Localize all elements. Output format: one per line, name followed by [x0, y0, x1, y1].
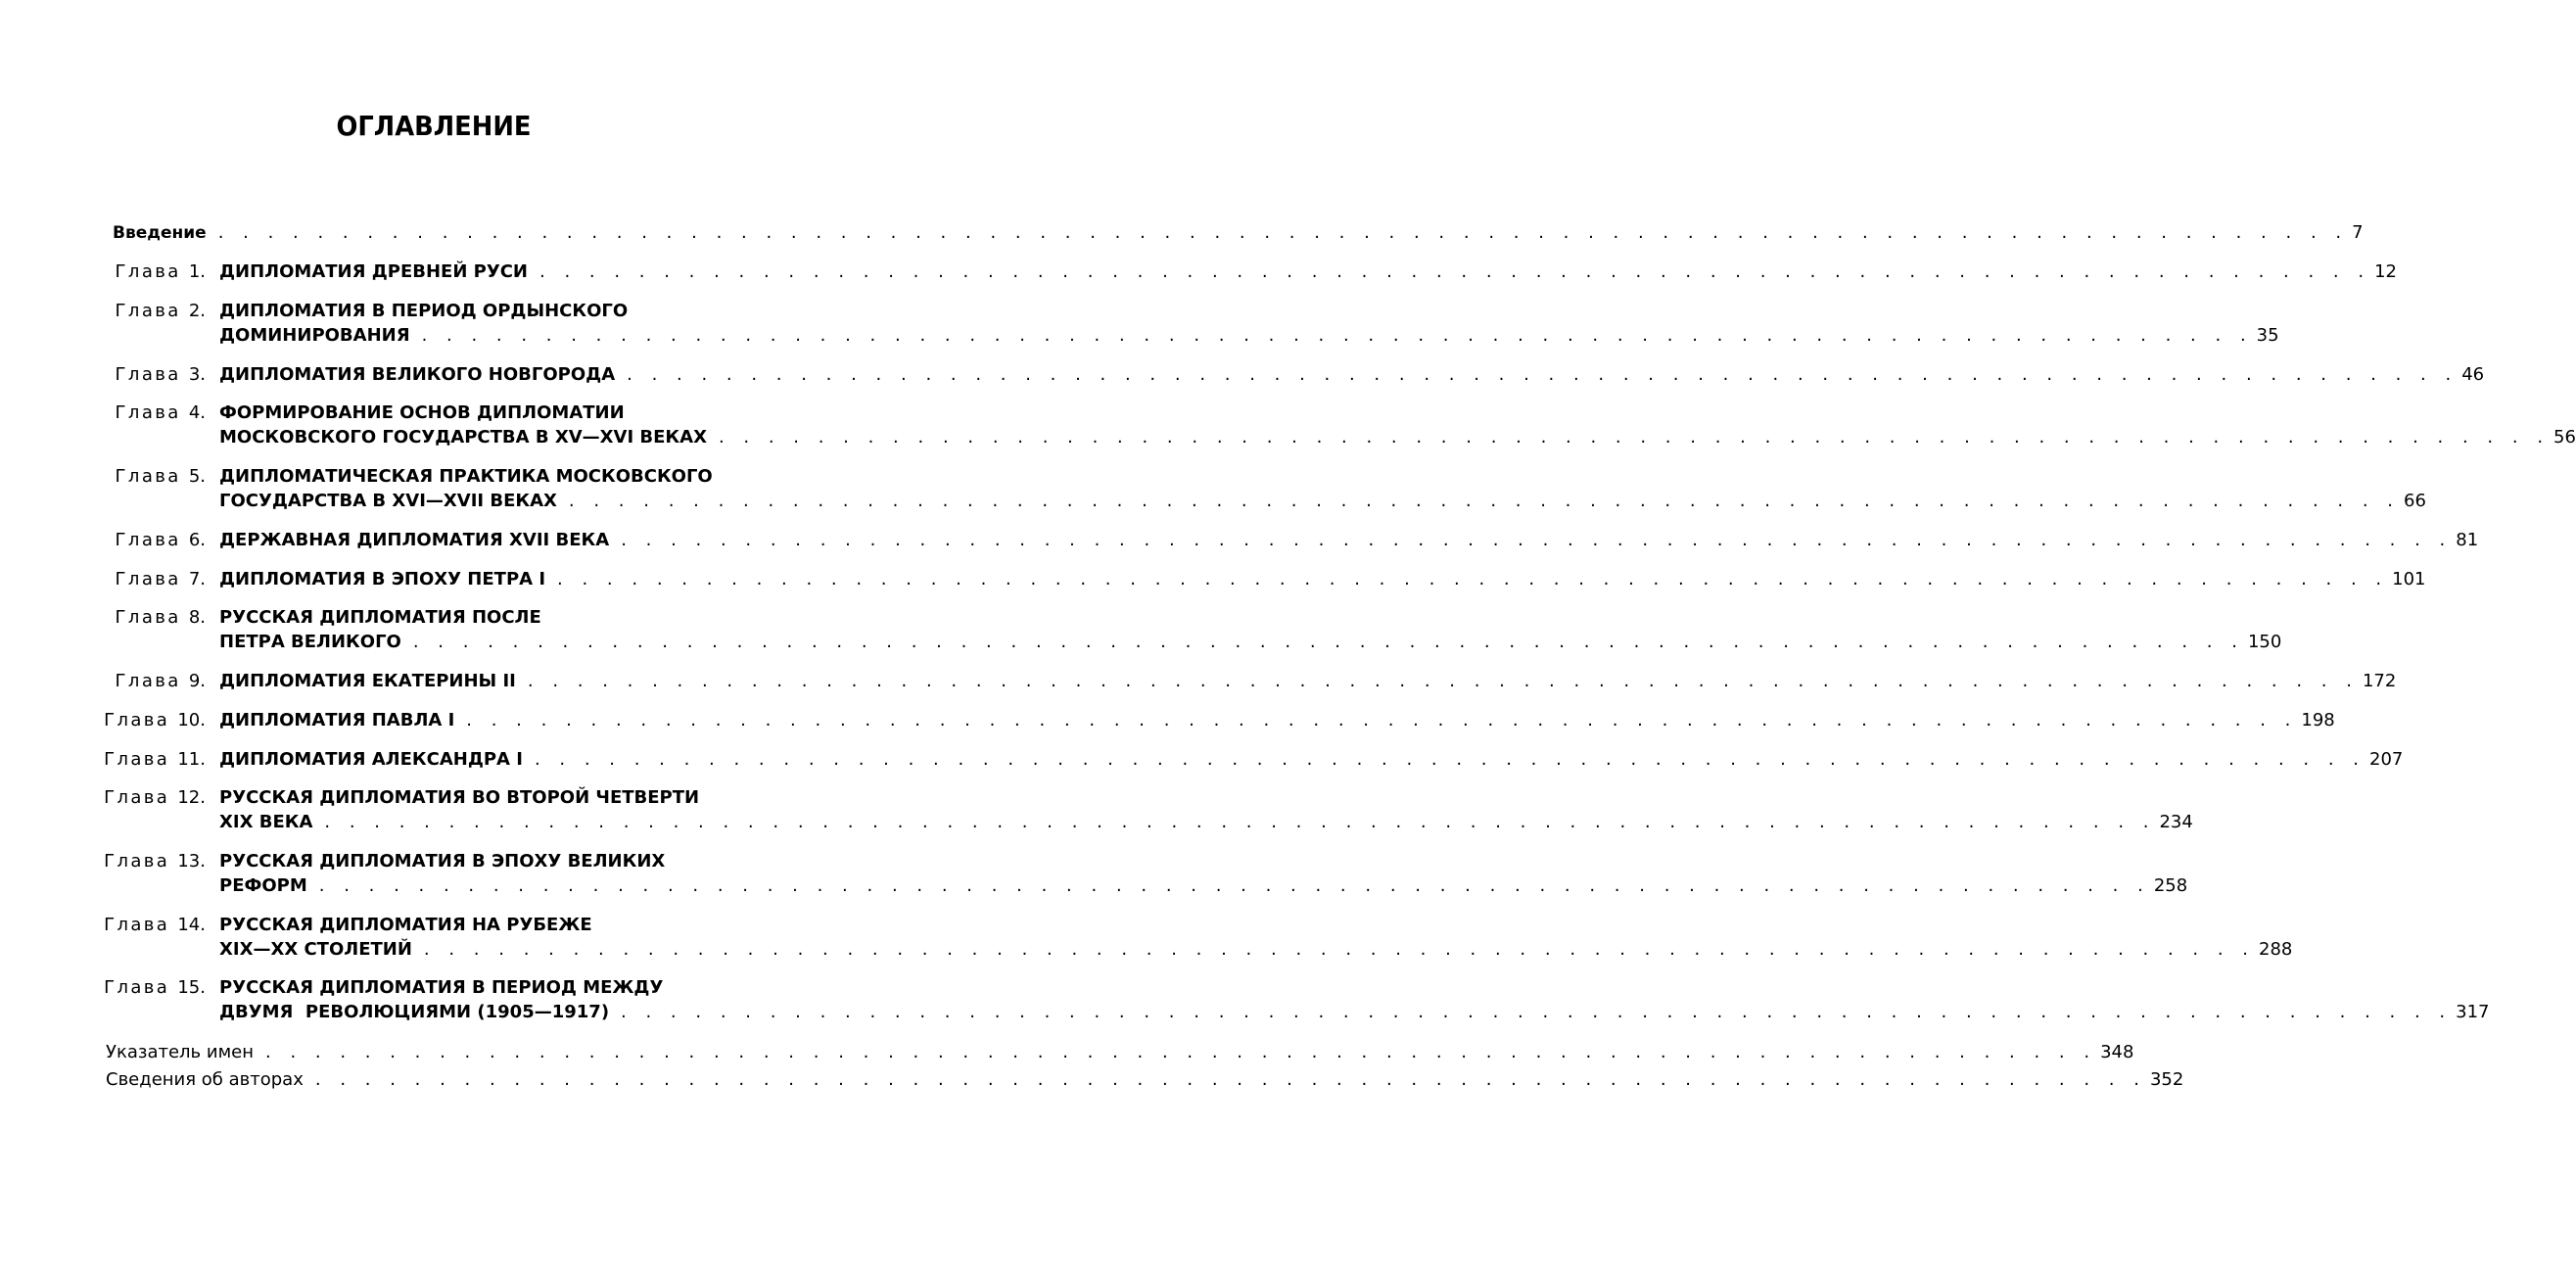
toc-entry-title-line-1[interactable]: РУССКАЯ ДИПЛОМАТИЯ ВО ВТОРОЙ ЧЕТВЕРТИ	[219, 787, 700, 808]
toc-entry-title: ДИПЛОМАТИЯ В ЭПОХУ ПЕТРА I	[219, 569, 546, 589]
toc-entry-title-line-1[interactable]: РУССКАЯ ДИПЛОМАТИЯ В ПЕРИОД МЕЖДУ	[219, 977, 664, 998]
toc-page-number: 317	[2456, 1002, 2490, 1022]
dot-leader: . . . . . . . . . . . . . . . . . . . . . . . . . . . . . . . . . . . . . . . . . . . . . . . . . . . . . . . . . . . . . . . . . . . . . . . . . .	[423, 939, 2256, 960]
chapter-label: Глава 14.	[104, 915, 206, 935]
toc-entry-title: ДИПЛОМАТИЯ ДРЕВНЕЙ РУСИ	[219, 261, 528, 282]
toc-page-number: 56	[2553, 427, 2576, 448]
toc-entry-title: ДЕРЖАВНАЯ ДИПЛОМАТИЯ XVII ВЕКА	[219, 530, 610, 550]
toc-entry-title-line-1[interactable]: РУССКАЯ ДИПЛОМАТИЯ ПОСЛЕ	[219, 607, 541, 628]
toc-entry-title-line-2: ГОСУДАРСТВА В XVI—XVII ВЕКАХ	[219, 491, 557, 511]
toc-entry-title-line-1[interactable]: РУССКАЯ ДИПЛОМАТИЯ В ЭПОХУ ВЕЛИКИХ	[219, 851, 666, 872]
dot-leader: . . . . . . . . . . . . . . . . . . . . . . . . . . . . . . . . . . . . . . . . . . . . . . . . . . . . . . . . . . . . . . . . . . . . . . . . . .	[539, 261, 2371, 282]
toc-entry-chapter-15[interactable]	[219, 1000, 2490, 1025]
toc-page-number: 66	[2404, 491, 2426, 511]
toc-page-number: 172	[2362, 671, 2397, 691]
toc-entry-title-line-2: XIX ВЕКА	[219, 812, 313, 832]
chapter-label: Глава 12.	[104, 787, 206, 808]
chapter-label: Глава 15.	[104, 977, 206, 998]
toc-page-number: 7	[2352, 222, 2364, 243]
page-title: ОГЛАВЛЕНИЕ	[336, 110, 532, 142]
dot-leader: . . . . . . . . . . . . . . . . . . . . . . . . . . . . . . . . . . . . . . . . . . . . . . . . . . . . . . . . . . . . . . . . . . . . . . . . . .	[412, 632, 2244, 652]
chapter-label: Глава 5.	[115, 466, 206, 487]
toc-entry-chapter-12[interactable]	[219, 810, 2193, 835]
toc-entry-chapter-8[interactable]	[219, 630, 2282, 655]
toc-page-number: 81	[2456, 530, 2479, 550]
dot-leader: . . . . . . . . . . . . . . . . . . . . . . . . . . . . . . . . . . . . . . . . . . . . . . . . . . . . . . . . . . . . . . . . . . . . . . . . . .	[324, 812, 2156, 832]
toc-page-number: 348	[2100, 1042, 2134, 1062]
dot-leader: . . . . . . . . . . . . . . . . . . . . . . . . . . . . . . . . . . . . . . . . . . . . . . . . . . . . . . . . . . . . . . . . . . . . . . . . . .	[466, 710, 2298, 731]
toc-entry-index[interactable]	[106, 1040, 2134, 1065]
toc-entry-authors[interactable]	[106, 1067, 2184, 1093]
dot-leader: . . . . . . . . . . . . . . . . . . . . . . . . . . . . . . . . . . . . . . . . . . . . . . . . . . . . . . . . . . . . . . . . . . . . . . . . . .	[265, 1042, 2097, 1062]
toc-page-number: 46	[2461, 364, 2485, 385]
chapter-label: Глава 13.	[104, 851, 206, 872]
dot-leader: . . . . . . . . . . . . . . . . . . . . . . . . . . . . . . . . . . . . . . . . . . . . . . . . . . . . . . . . . . . . . . . . . . . . . . . . . .	[527, 671, 2359, 691]
toc-entry-title: ДИПЛОМАТИЯ ПАВЛА I	[219, 710, 455, 731]
toc-entry-chapter-11[interactable]	[219, 747, 2404, 773]
toc-page-number: 198	[2301, 710, 2335, 731]
toc-entry-chapter-5[interactable]	[219, 489, 2426, 514]
toc-entry-chapter-2[interactable]	[219, 323, 2279, 349]
toc-page-number: 35	[2256, 325, 2279, 346]
toc-entry-chapter-13[interactable]	[219, 873, 2188, 899]
toc-entry-title: Введение	[113, 223, 207, 243]
dot-leader: . . . . . . . . . . . . . . . . . . . . . . . . . . . . . . . . . . . . . . . . . . . . . . . . . . . . . . . . . . . . . . . . . . . . . . . . . .	[421, 325, 2253, 346]
toc-entry-title: ДИПЛОМАТИЯ ЕКАТЕРИНЫ II	[219, 671, 516, 691]
toc-entry-title: Сведения об авторах	[106, 1069, 304, 1090]
dot-leader: . . . . . . . . . . . . . . . . . . . . . . . . . . . . . . . . . . . . . . . . . . . . . . . . . . . . . . . . . . . . . . . . . . . . . . . . . .	[534, 749, 2366, 770]
toc-entry-title-line-1[interactable]: РУССКАЯ ДИПЛОМАТИЯ НА РУБЕЖЕ	[219, 915, 592, 935]
toc-page-number: 101	[2392, 569, 2426, 589]
toc-entry-chapter-6[interactable]	[219, 528, 2479, 553]
toc-entry-chapter-1[interactable]	[219, 259, 2397, 285]
toc-entry-title: ДИПЛОМАТИЯ АЛЕКСАНДРА I	[219, 749, 523, 770]
toc-entry-title-line-2: ДОМИНИРОВАНИЯ	[219, 325, 410, 346]
toc-entry-intro[interactable]	[113, 220, 2364, 246]
chapter-label: Глава 7.	[115, 569, 206, 589]
toc-entry-title-line-1[interactable]: ФОРМИРОВАНИЕ ОСНОВ ДИПЛОМАТИИ	[219, 402, 625, 423]
chapter-label: Глава 10.	[104, 710, 206, 731]
chapter-label: Глава 8.	[115, 607, 206, 628]
toc-page-number: 207	[2369, 749, 2404, 770]
toc-entry-title-line-2: ДВУМЯ РЕВОЛЮЦИЯМИ (1905—1917)	[219, 1002, 610, 1022]
dot-leader: . . . . . . . . . . . . . . . . . . . . . . . . . . . . . . . . . . . . . . . . . . . . . . . . . . . . . . . . . . . . . . . . . . . . . . . . . .	[568, 491, 2401, 511]
chapter-label: Глава 2.	[115, 301, 206, 321]
dot-leader: . . . . . . . . . . . . . . . . . . . . . . . . . . . . . . . . . . . . . . . . . . . . . . . . . . . . . . . . . . . . . . . . . . . . . . . . . .	[621, 1002, 2453, 1022]
toc-entry-title: Указатель имен	[106, 1042, 254, 1062]
toc-page-number: 150	[2247, 632, 2282, 652]
toc-page-number: 258	[2153, 875, 2188, 896]
toc-entry-chapter-4[interactable]	[219, 425, 2576, 450]
toc-page-number: 234	[2159, 812, 2193, 832]
toc-page-number: 288	[2259, 939, 2293, 960]
dot-leader: . . . . . . . . . . . . . . . . . . . . . . . . . . . . . . . . . . . . . . . . . . . . . . . . . . . . . . . . . . . . . . . . . . . . . . . . . .	[718, 427, 2551, 448]
toc-page-number: 12	[2374, 261, 2397, 282]
toc-entry-title-line-2: РЕФОРМ	[219, 875, 307, 896]
toc-entry-chapter-14[interactable]	[219, 937, 2293, 963]
chapter-label: Глава 3.	[115, 364, 206, 385]
dot-leader: . . . . . . . . . . . . . . . . . . . . . . . . . . . . . . . . . . . . . . . . . . . . . . . . . . . . . . . . . . . . . . . . . . . . . . . . . . . . . . . . . . . . . .	[217, 222, 2349, 243]
chapter-label: Глава 4.	[115, 402, 206, 423]
toc-entry-chapter-10[interactable]	[219, 708, 2335, 733]
toc-entry-title-line-2: ПЕТРА ВЕЛИКОГО	[219, 632, 401, 652]
chapter-label: Глава 9.	[115, 671, 206, 691]
dot-leader: . . . . . . . . . . . . . . . . . . . . . . . . . . . . . . . . . . . . . . . . . . . . . . . . . . . . . . . . . . . . . . . . . . . . . . . . . .	[621, 530, 2453, 550]
toc-entry-chapter-9[interactable]	[219, 669, 2397, 694]
chapter-label: Глава 1.	[115, 261, 206, 282]
toc-entry-title-line-2: XIX—XX СТОЛЕТИЙ	[219, 939, 412, 960]
toc-page-number: 352	[2149, 1069, 2184, 1090]
toc-entry-chapter-3[interactable]	[219, 362, 2485, 388]
dot-leader: . . . . . . . . . . . . . . . . . . . . . . . . . . . . . . . . . . . . . . . . . . . . . . . . . . . . . . . . . . . . . . . . . . . . . . . . . .	[557, 569, 2389, 589]
dot-leader: . . . . . . . . . . . . . . . . . . . . . . . . . . . . . . . . . . . . . . . . . . . . . . . . . . . . . . . . . . . . . . . . . . . . . . . . . .	[318, 875, 2150, 896]
dot-leader: . . . . . . . . . . . . . . . . . . . . . . . . . . . . . . . . . . . . . . . . . . . . . . . . . . . . . . . . . . . . . . . . . . . . . . . . . .	[627, 364, 2459, 385]
toc-entry-title-line-2: МОСКОВСКОГО ГОСУДАРСТВА В XV—XVI ВЕКАХ	[219, 427, 707, 448]
chapter-label: Глава 11.	[104, 749, 206, 770]
toc-entry-title: ДИПЛОМАТИЯ ВЕЛИКОГО НОВГОРОДА	[219, 364, 616, 385]
chapter-label: Глава 6.	[115, 530, 206, 550]
dot-leader: . . . . . . . . . . . . . . . . . . . . . . . . . . . . . . . . . . . . . . . . . . . . . . . . . . . . . . . . . . . . . . . . . . . . . . . . . .	[314, 1069, 2146, 1090]
toc-entry-title-line-1[interactable]: ДИПЛОМАТИЯ В ПЕРИОД ОРДЫНСКОГО	[219, 301, 629, 321]
toc-entry-title-line-1[interactable]: ДИПЛОМАТИЧЕСКАЯ ПРАКТИКА МОСКОВСКОГО	[219, 466, 713, 487]
toc-entry-chapter-7[interactable]	[219, 567, 2426, 592]
